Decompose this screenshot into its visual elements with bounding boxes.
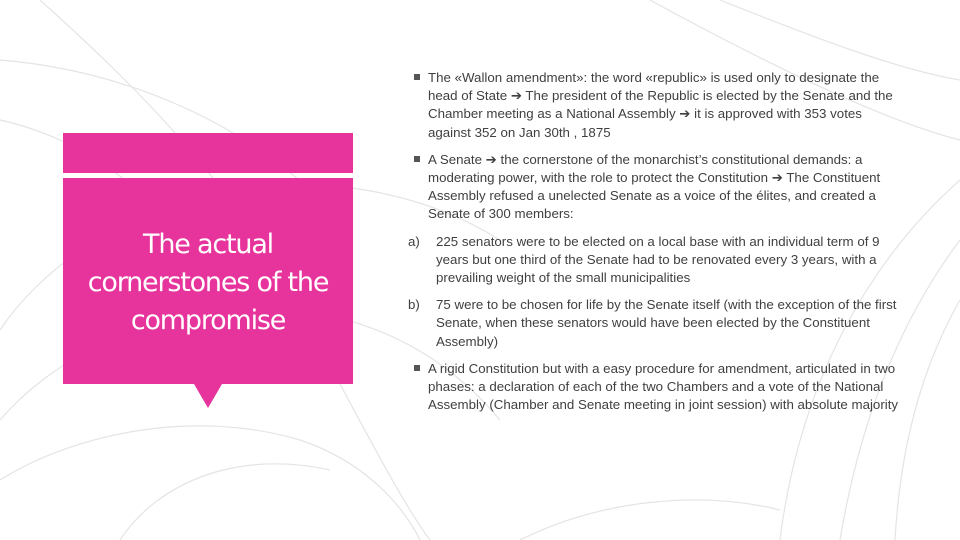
square-bullet-icon xyxy=(414,365,420,371)
square-bullet-icon xyxy=(414,74,420,80)
arrow-right-icon: ➔ xyxy=(510,88,522,104)
slide-title: The actual cornerstones of the compromise xyxy=(87,229,329,336)
bullet-list xyxy=(400,69,900,423)
arrow-right-icon: ➔ xyxy=(485,151,497,167)
accent-strip xyxy=(63,133,353,173)
list-item: a) 225 senators were to be elected on a local base with an individual term of 9 years but one third of the Senate had to be renovated every 3 years, with a prevailing weight of the small municipalities xyxy=(408,233,880,286)
list-item: A Senate ➔ the cornerstone of the monarchist’s constitutional demands: a moderating power, with the role to protect the Constitution ➔ The Constituent Assembly refused a unelected Senate as a voice of the élites, and created a Senate of 300 members: xyxy=(400,151,900,224)
title-panel-pointer xyxy=(194,384,222,408)
arrow-right-icon: ➔ xyxy=(771,170,783,186)
arrow-right-icon: ➔ xyxy=(679,106,691,122)
list-item: A rigid Constitution but with a easy procedure for amendment, articulated in two phases: a declaration of each of the two Chambers and a vote of the National Assembly (Chamber and Senate meeting in joint session) with absolute majority xyxy=(400,360,900,415)
list-marker: b) xyxy=(408,297,420,313)
list-marker: a) xyxy=(408,233,420,249)
list-item: The «Wallon amendment»: the word «republic» is used only to designate the head of State ➔ The president of the Republic is elected by the Senate and the Chamber meeting as a National Assembly ➔ it is approved with 353 votes against 352 on Jan 30th , 1875 xyxy=(400,69,900,142)
square-bullet-icon xyxy=(414,156,420,162)
list-item: b) 75 were to be chosen for life by the Senate itself (with the exception of the first Senate, when these senators would have been elected by the Constituent Assembly) xyxy=(408,297,897,349)
